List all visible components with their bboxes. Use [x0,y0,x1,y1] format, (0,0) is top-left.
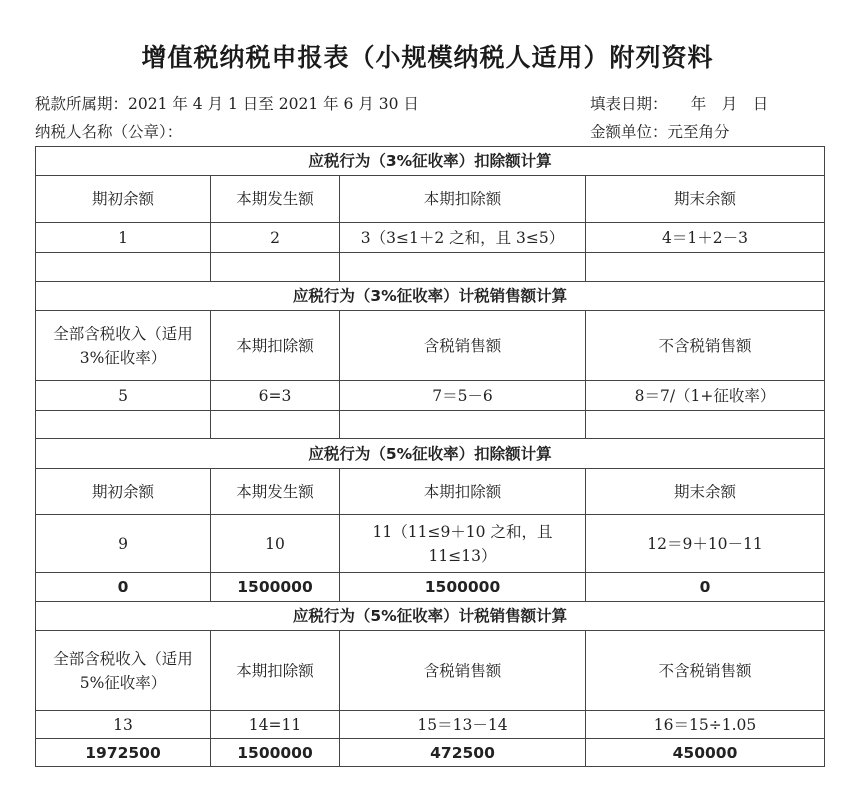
section-header-row [36,439,825,469]
value-cell[interactable]: 450000 [586,739,825,767]
taxpayer-name: 纳税人名称（公章）： [35,123,183,141]
value-cell[interactable]: 1972500 [36,739,211,767]
column-header-row [36,631,825,711]
value-row [36,253,825,282]
header-cell: 不含税销售额 [586,311,825,381]
header-cell: 全部含税收入（适用 3%征收率） [36,311,211,381]
header-cell: 本期扣除额 [211,631,340,711]
header-cell: 含税销售额 [340,311,586,381]
header-cell: 全部含税收入（适用 5%征收率） [36,631,211,711]
section-title: 应税行为（3%征收率）计税销售额计算 [36,282,825,311]
formula-cell: 8＝7/（1+征收率） [586,381,825,411]
value-cell[interactable] [211,253,340,282]
value-cell[interactable]: 472500 [340,739,586,767]
header-cell: 本期扣除额 [340,469,586,515]
section-title: 应税行为（3%征收率）扣除额计算 [36,147,825,176]
fill-date: 填表日期： 年 月 日 [590,95,769,113]
formula-cell: 16＝15÷1.05 [586,711,825,739]
value-cell[interactable]: 0 [586,573,825,602]
header-cell: 期末余额 [586,469,825,515]
value-cell[interactable] [586,411,825,439]
value-cell[interactable] [36,411,211,439]
section-title: 应税行为（5%征收率）扣除额计算 [36,439,825,469]
formula-cell: 3（3≤1＋2 之和，且 3≤5） [340,223,586,253]
formula-cell: 14=11 [211,711,340,739]
section-header-row [36,602,825,631]
value-row [36,573,825,602]
value-cell[interactable] [36,253,211,282]
header-cell: 期初余额 [36,176,211,223]
formula-cell: 11（11≤9＋10 之和，且 11≤13） [340,515,586,573]
formula-cell: 15＝13－14 [340,711,586,739]
value-cell[interactable]: 1500000 [211,739,340,767]
section-header-row [36,282,825,311]
header-cell: 期末余额 [586,176,825,223]
formula-cell: 4＝1＋2－3 [586,223,825,253]
formula-cell: 9 [36,515,211,573]
header-cell: 本期扣除额 [340,176,586,223]
value-cell[interactable]: 1500000 [211,573,340,602]
section-header-row [36,147,825,176]
formula-row [36,515,825,573]
value-row [36,739,825,767]
formula-cell: 2 [211,223,340,253]
value-row [36,411,825,439]
value-cell[interactable]: 1500000 [340,573,586,602]
header-cell: 本期扣除额 [211,311,340,381]
column-header-row [36,311,825,381]
header-cell: 本期发生额 [211,469,340,515]
section-title: 应税行为（5%征收率）计税销售额计算 [36,602,825,631]
tax-period: 税款所属期：2021 年 4 月 1 日至 2021 年 6 月 30 日 [35,95,419,113]
value-cell[interactable] [586,253,825,282]
formula-cell: 1 [36,223,211,253]
header-cell: 含税销售额 [340,631,586,711]
value-cell[interactable] [340,253,586,282]
formula-row [36,381,825,411]
value-cell[interactable] [340,411,586,439]
value-cell[interactable] [211,411,340,439]
column-header-row [36,176,825,223]
header-cell: 本期发生额 [211,176,340,223]
formula-cell: 6=3 [211,381,340,411]
column-header-row [36,469,825,515]
formula-row [36,711,825,739]
formula-cell: 5 [36,381,211,411]
value-cell[interactable]: 0 [36,573,211,602]
formula-row [36,223,825,253]
header-cell: 期初余额 [36,469,211,515]
form-title: 增值税纳税申报表（小规模纳税人适用）附列资料 [141,43,714,72]
formula-cell: 7＝5－6 [340,381,586,411]
header-cell: 不含税销售额 [586,631,825,711]
formula-cell: 12＝9＋10－11 [586,515,825,573]
deduction-table [35,146,825,767]
formula-cell: 10 [211,515,340,573]
formula-cell: 13 [36,711,211,739]
amount-unit: 金额单位：元至角分 [590,123,730,141]
